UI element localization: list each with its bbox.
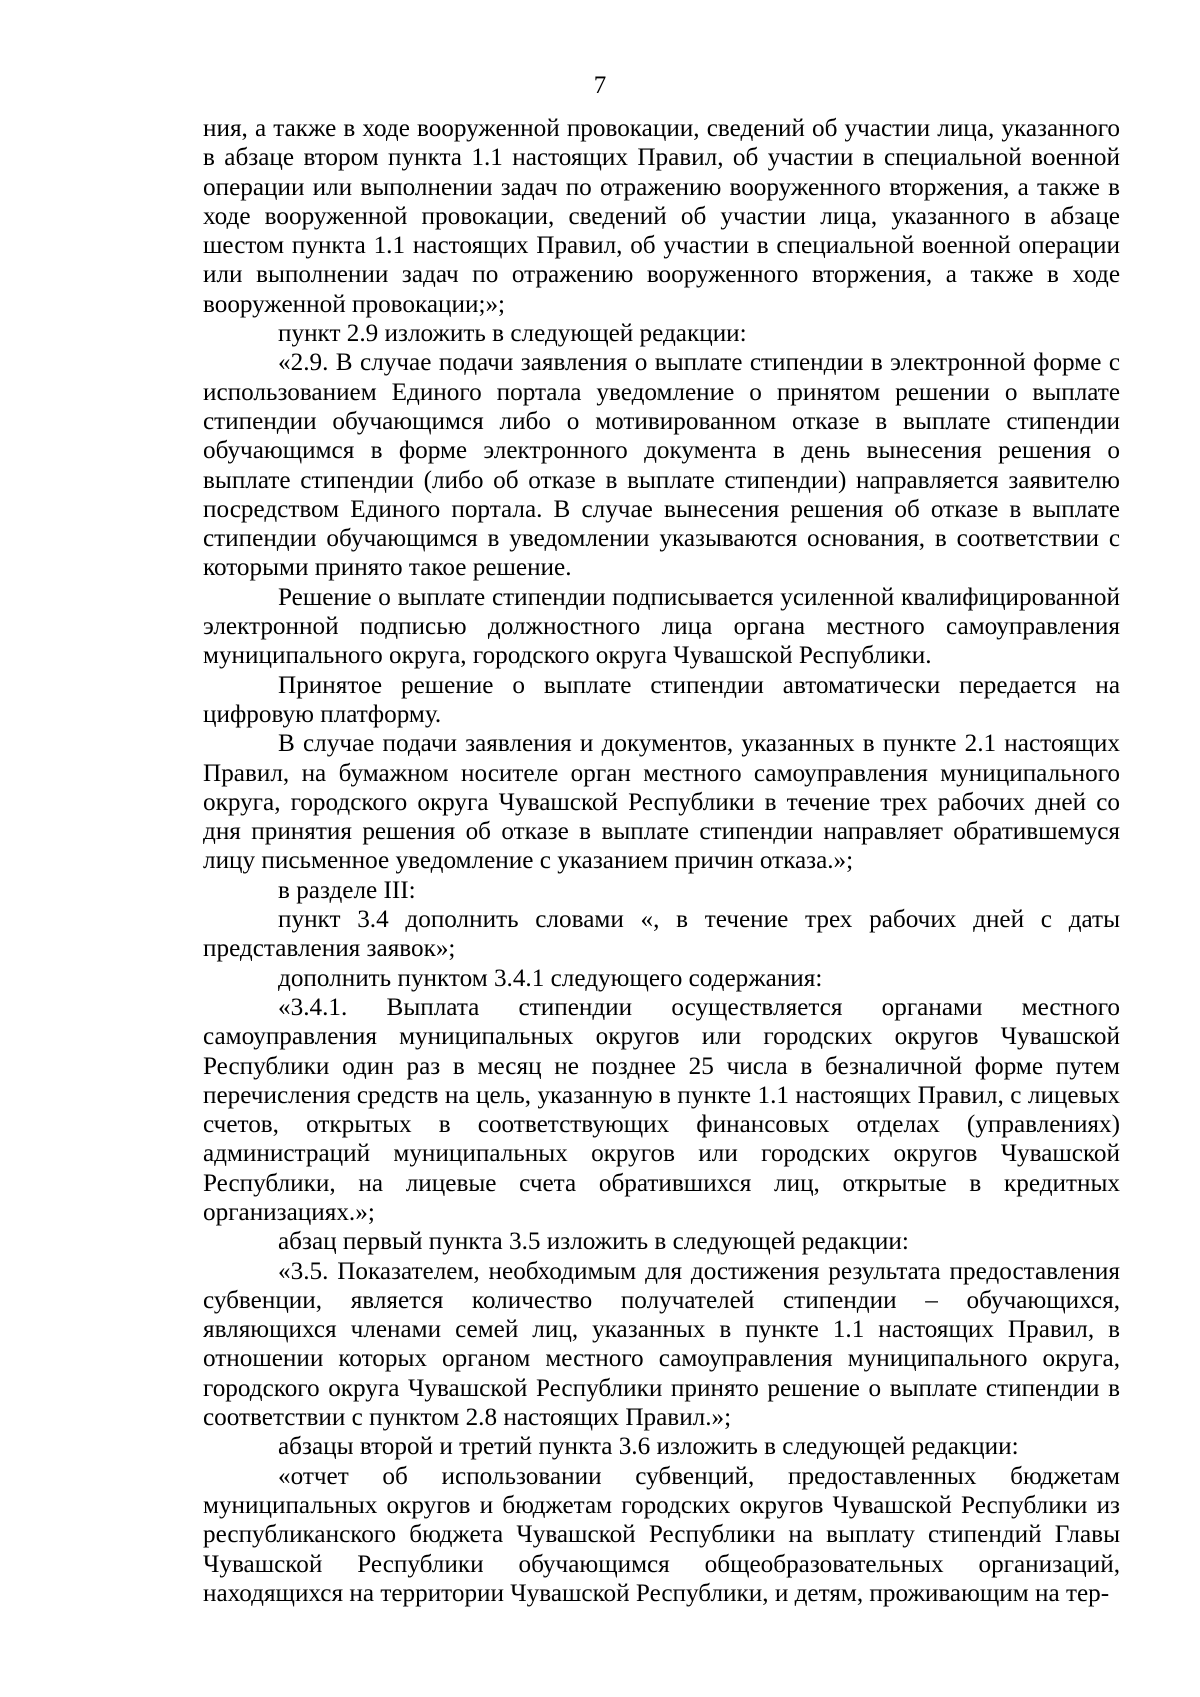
paragraph: в разделе III: (278, 876, 416, 904)
paragraph: пункт 2.9 изложить в следующей редакции: (278, 320, 747, 348)
paragraph: «2.9. В случае подачи заявления о выплате стипендии в электронной форме с использованием Единого портала уведомление о принятом решении о выплате стипендии обучающимся либо о мотивированном отказе в выплате стипендии обучающимся в форме электронного документа в день вынесения решения о выплате стипендии (либо об отказе в выплате стипендии) направляется заявителю посредством Единого портала. В случае вынесения решения об отказе в выплате стипендии обучающимся в уведомлении указываются основания, в соответствии с которыми принято такое решение. (203, 349, 1120, 582)
paragraph: «3.5. Показателем, необходимым для достижения результата предоставления субвенции, является количество получателей стипендии – обучающихся, являющихся членами семей лиц, указанных в пункте 1.1 настоящих Правил, в отношении которых органом местного самоуправления муниципального округа, городского округа Чувашской Республики принято решение о выплате стипендии в соответствии с пунктом 2.8 настоящих Правил.»; (203, 1257, 1120, 1432)
paragraph: абзац первый пункта 3.5 изложить в следующей редакции: (278, 1228, 909, 1256)
paragraph: Принятое решение о выплате стипендии автоматически передается на цифровую платформу. (203, 671, 1120, 728)
document-body (203, 114, 1120, 1608)
paragraph: ния, а также в ходе вооруженной провокации, сведений об участии лица, указанного в абзаце втором пункта 1.1 настоящих Правил, об участии в специальной военной операции или выполнении задач по отражению вооруженного вторжения, а также в ходе вооруженной провокации, сведений об участии лица, указанного в абзаце шестом пункта 1.1 настоящих Правил, об участии в специальной военной операции или выполнении задач по отражению вооруженного вторжения, а также в ходе вооруженной провокации;»; (203, 115, 1120, 318)
paragraph: абзацы второй и третий пункта 3.6 изложить в следующей редакции: (278, 1433, 1019, 1461)
paragraph: «отчет об использовании субвенций, предоставленных бюджетам муниципальных округов и бюджетам городских округов Чувашской Республики из республиканского бюджета Чувашской Республики на выплату стипендий Главы Чувашской Республики обучающимся общеобразовательных организаций, находящихся на территории Чувашской Республики, и детям, проживающим на тер- (203, 1462, 1120, 1607)
paragraph: В случае подачи заявления и документов, указанных в пункте 2.1 настоящих Правил, на бумажном носителе орган местного самоуправления муниципального округа, городского округа Чувашской Республики в течение трех рабочих дней со дня принятия решения об отказе в выплате стипендии направляет обратившемуся лицу письменное уведомление с указанием причин отказа.»; (203, 730, 1120, 875)
paragraph: дополнить пунктом 3.4.1 следующего содержания: (278, 964, 823, 992)
paragraph: пункт 3.4 дополнить словами «, в течение трех рабочих дней с даты представления заявок»; (203, 906, 1120, 963)
paragraph: Решение о выплате стипендии подписывается усиленной квалифицированной электронной подписью должностного лица органа местного самоуправления муниципального округа, городского округа Чувашской Республики. (203, 583, 1120, 670)
page-number: 7 (593, 72, 607, 99)
paragraph: «3.4.1. Выплата стипендии осуществляется органами местного самоуправления муниципальных округов или городских округов Чувашской Республики один раз в месяц не позднее 25 числа в безналичной форме путем перечисления средств на цель, указанную в пункте 1.1 настоящих Правил, с лицевых счетов, открытых в соответствующих финансовых отделах (управлениях) администраций муниципальных округов или городских округов Чувашской Республики, на лицевые счета обратившихся лиц, открытые в кредитных организациях.»; (203, 993, 1120, 1226)
